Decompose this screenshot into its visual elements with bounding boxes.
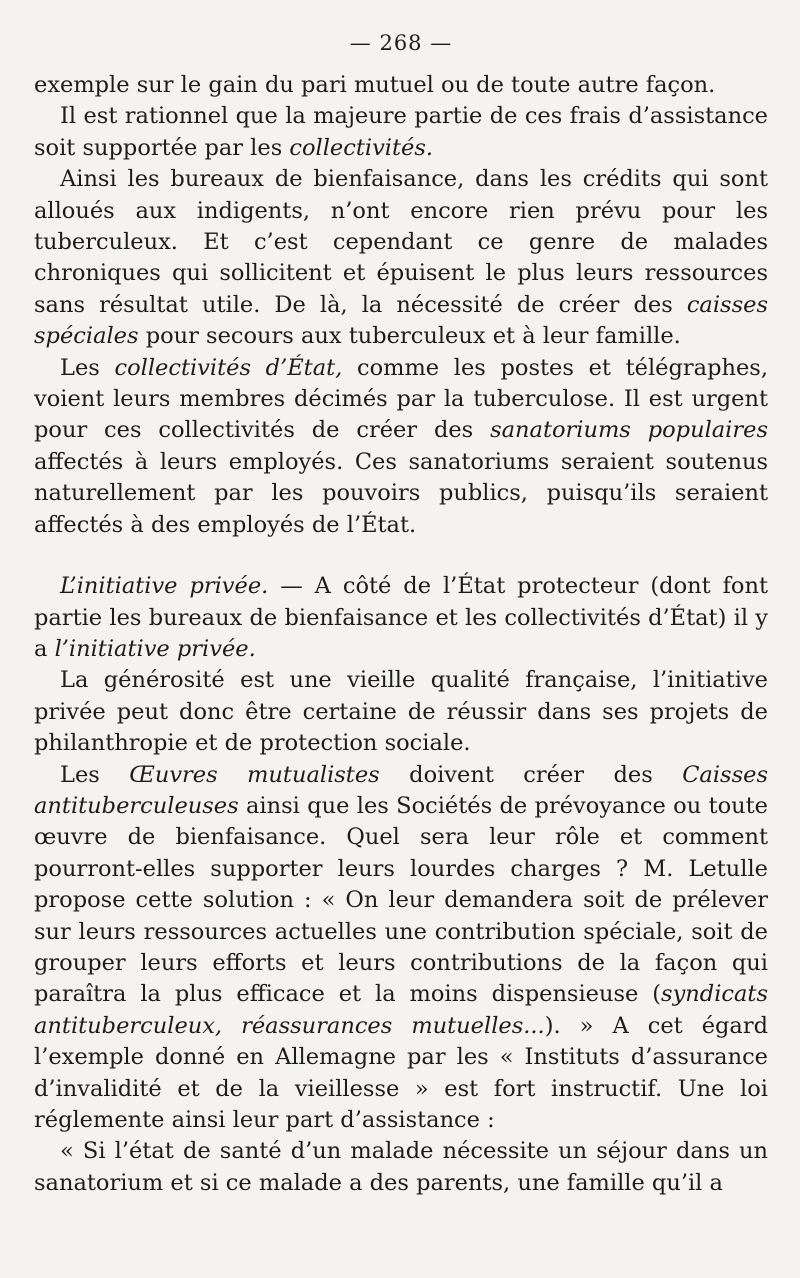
italic-text: syndicats antituberculeux, réassurances mutuelles... xyxy=(34,981,768,1039)
italic-text: caisses spéciales xyxy=(34,291,768,350)
italic-text: collectivités d’État, xyxy=(114,354,343,381)
paragraph-p1 xyxy=(34,70,768,101)
paragraph-p3 xyxy=(34,164,768,352)
body-text xyxy=(34,70,768,1199)
text-run: — A côté de l’État protecteur (dont font partie les bureaux de bienfaisance et les collectivités d’État) il y a xyxy=(34,573,768,662)
text-run: Les xyxy=(60,354,115,381)
text-run: ). » A cet égard l’exemple donné en Allemagne par les « Instituts d’assurance d’invalidité et de la vieillesse » est fort instructif. Une loi réglemente ainsi leur part d’assistance : xyxy=(34,1012,768,1133)
text-run: pour secours aux tuberculeux et à leur famille. xyxy=(138,323,681,350)
italic-text: Œuvres mutualistes xyxy=(129,761,380,788)
paragraph-p5 xyxy=(34,571,768,665)
text-run: comme les postes et télégraphes, voient leurs membres décimés par la tuberculose. Il est urgent pour ces collectivités de créer des xyxy=(34,354,768,444)
text-run: exemple sur le gain du pari mutuel ou de toute autre façon. xyxy=(34,72,716,98)
paragraph-p4 xyxy=(34,353,768,541)
text-run: affectés à leurs employés. Ces sanatoriums seraient soutenus naturellement par les pouvoirs publics, puisqu’ils seraient affectés à des employés de l’État. xyxy=(34,448,768,538)
text-run: La générosité est une vieille qualité française, l’initiative privée peut donc être certaine de réussir dans ses projets de philanthropie et de protection sociale. xyxy=(34,667,768,757)
italic-text: Caisses antituberculeuses xyxy=(34,761,768,819)
paragraph-p6 xyxy=(34,665,768,759)
text-run: Il est rationnel que la majeure partie de ces frais d’assistance soit supportée par les xyxy=(34,103,768,161)
paragraph-p8 xyxy=(34,1136,768,1199)
paragraph-p7 xyxy=(34,760,768,1137)
italic-text: l’initiative privée. xyxy=(54,635,256,662)
text-run: Les xyxy=(60,761,130,788)
italic-text: collectivités. xyxy=(289,134,434,161)
paragraph-p2 xyxy=(34,101,768,164)
text-run: doivent créer des xyxy=(379,761,683,788)
italic-text: sanatoriums populaires xyxy=(490,417,768,444)
text-run: « Si l’état de santé d’un malade nécessite un séjour dans un sanatorium et si ce malade a des parents, une famille qu’il a xyxy=(34,1138,768,1196)
text-run: ainsi que les Sociétés de prévoyance ou toute œuvre de bienfaisance. Quel sera leur rôle et comment pourront-elles supporter leurs lourdes charges ? M. Letulle propose cette solution : « On leur demandera soit de prélever sur leurs ressources actuelles une contribution spéciale, soit de grouper leurs efforts et leurs contributions de la façon qui paraîtra la plus efficace et la moins dispensieuse ( xyxy=(34,792,768,1008)
page-number: — 268 — xyxy=(349,31,453,55)
italic-text: L’initiative privée. xyxy=(60,573,269,600)
text-run: Ainsi les bureaux de bienfaisance, dans les crédits qui sont alloués aux indigents, n’ont encore rien prévu pour les tuberculeux. Et c’est cependant ce genre de malades chroniques qui sollicitent et épuisent le plus leurs ressources sans résultat utile. De là, la nécessité de créer des xyxy=(34,166,768,318)
